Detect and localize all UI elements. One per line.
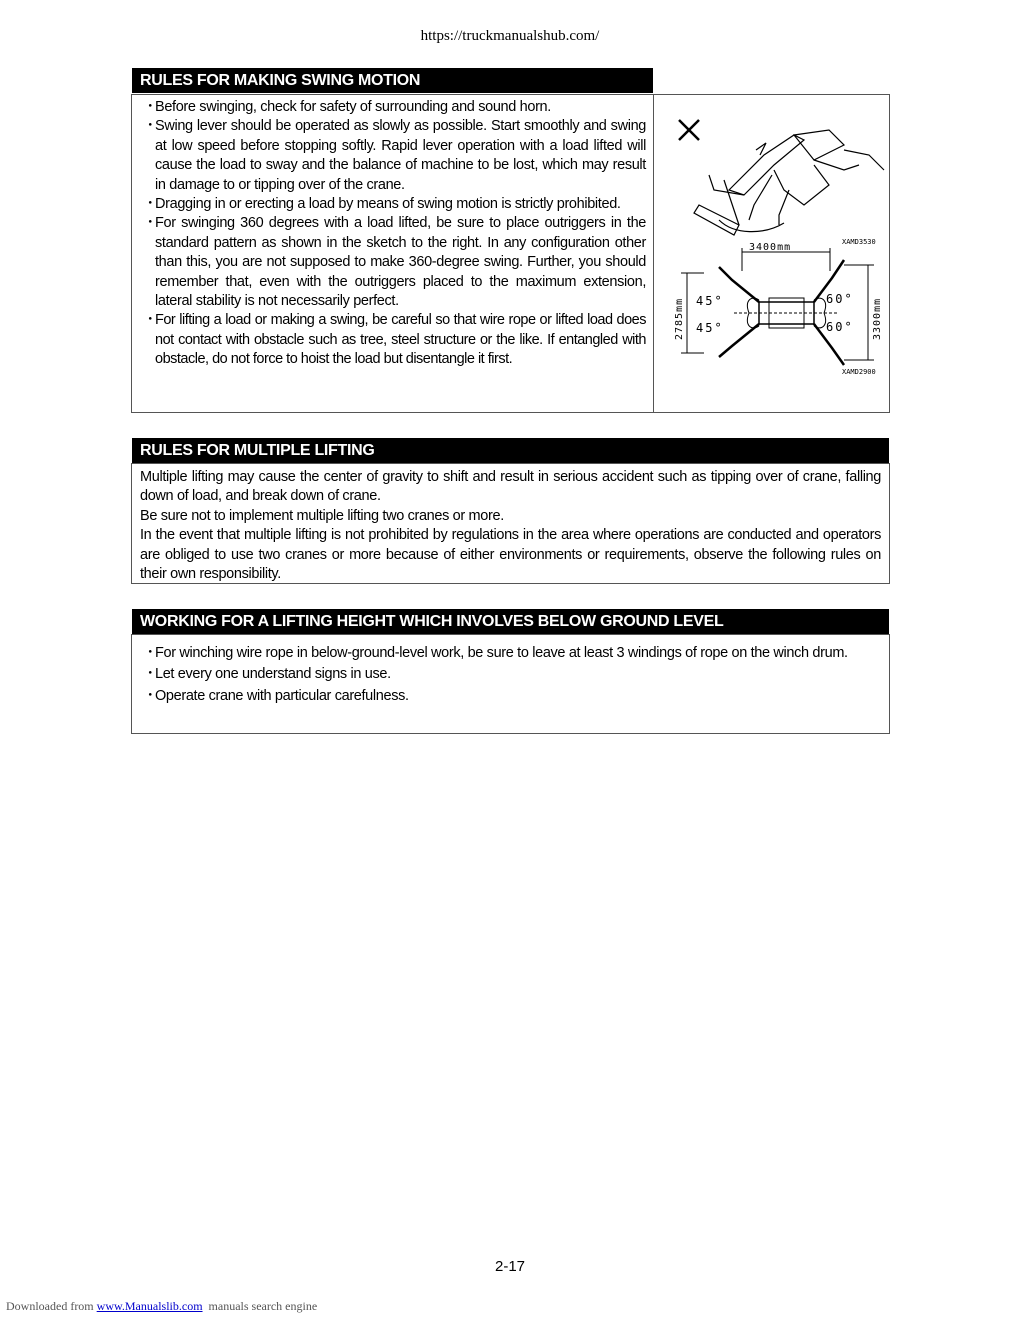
figure-code-bottom: XAMD2900 bbox=[842, 368, 876, 376]
crane-side-sketch bbox=[694, 130, 884, 235]
section-title-swing: RULES FOR MAKING SWING MOTION bbox=[132, 68, 653, 93]
multiple-lifting-box bbox=[131, 463, 890, 584]
paragraph: Multiple lifting may cause the center of gravity to shift and result in serious accident such as tipping over of crane, falling down of load, and break down of crane. bbox=[140, 469, 881, 505]
figure-code-top: XAMD3530 bbox=[842, 238, 876, 246]
section-title-below-ground: WORKING FOR A LIFTING HEIGHT WHICH INVOLVES BELOW GROUND LEVEL bbox=[132, 609, 889, 634]
prohibited-x-icon bbox=[679, 120, 699, 140]
swing-rules-box bbox=[131, 94, 890, 413]
dim-width: 3400mm bbox=[749, 242, 792, 253]
list-item: ・ Dragging in or erecting a load by means of swing motion is strictly prohibited. bbox=[143, 196, 621, 213]
list-item: ・ Before swinging, check for safety of surrounding and sound horn. bbox=[143, 99, 551, 115]
angle-left-top: 45° bbox=[696, 294, 724, 308]
page-number: 2-17 bbox=[494, 1258, 526, 1275]
footer bbox=[6, 1299, 317, 1314]
list-item: ・ For swinging 360 degrees with a load lifted, be sure to place outriggers in the standard pattern as shown in the sketch to the right. In any configuration other than this, you are not supposed to make 360-degree swing. Further, you should remember that, even with the outriggers placed to the maximum extension, lateral stability is not necessarily perfect. bbox=[143, 215, 646, 310]
list-item: ・ Swing lever should be operated as slowly as possible. Start smoothly and swing at low speed before stopping softly. Rapid lever operation with a load lifted will cause the load to sway and the balance of machine to be lost, which may result in damage to or tipping over of the crane. bbox=[143, 118, 646, 193]
list-item: ・ Operate crane with particular carefulness. bbox=[143, 687, 409, 704]
section-title-multiple-lifting: RULES FOR MULTIPLE LIFTING bbox=[132, 438, 889, 463]
footer-suffix: manuals search engine bbox=[208, 1299, 318, 1313]
below-ground-text bbox=[140, 644, 881, 706]
below-ground-box bbox=[131, 634, 890, 734]
dim-left: 2785mm bbox=[674, 297, 685, 340]
swing-rules-text bbox=[140, 98, 646, 370]
dim-right: 3300mm bbox=[872, 297, 883, 340]
manualslib-link[interactable]: www.Manualslib.com bbox=[96, 1299, 203, 1313]
list-item: ・ Let every one understand signs in use. bbox=[143, 666, 391, 683]
multiple-lifting-text bbox=[140, 468, 881, 584]
angle-right-top: 60° bbox=[826, 292, 854, 306]
angle-left-bottom: 45° bbox=[696, 321, 724, 335]
angle-right-bottom: 60° bbox=[826, 320, 854, 334]
footer-prefix: Downloaded from bbox=[6, 1299, 94, 1313]
paragraph: Be sure not to implement multiple lifting two cranes or more. bbox=[140, 507, 504, 524]
list-item: ・ For winching wire rope in below-ground-level work, be sure to leave at least 3 windings of rope on the winch drum. bbox=[143, 645, 848, 661]
page-url: https://truckmanualshub.com/ bbox=[420, 28, 600, 44]
paragraph: In the event that multiple lifting is not prohibited by regulations in the area where operations are conducted and operators are obliged to use two cranes or more because of either environments or requirements, observe the following rules on their own responsibility. bbox=[140, 527, 881, 583]
crane-figure bbox=[654, 95, 890, 412]
list-item: ・ For lifting a load or making a swing, be careful so that wire rope or lifted load does not contact with obstacle such as tree, steel structure or the like. If entangled with obstacle, do not force to hoist the load but disentangle it first. bbox=[143, 312, 646, 368]
